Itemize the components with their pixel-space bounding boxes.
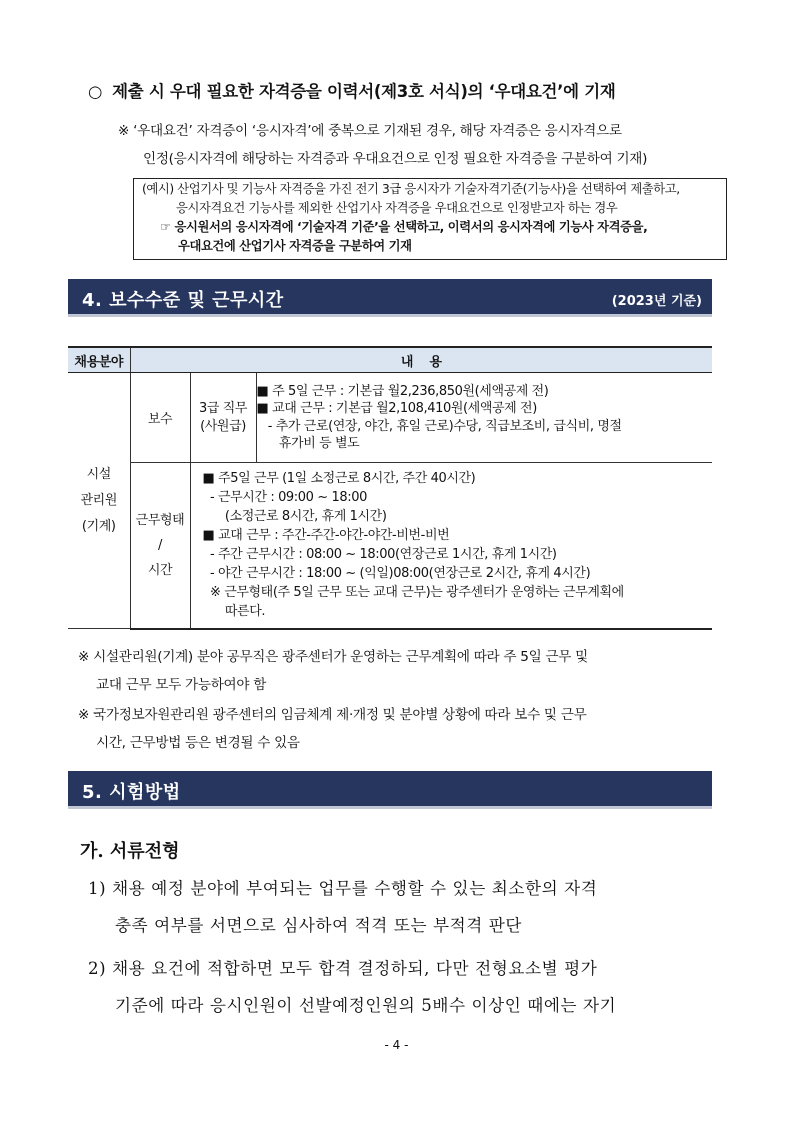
item-2-line-1: 2) 채용 요건에 적합하면 모두 합격 결정하되, 다만 전형요소별 평가 <box>88 959 598 978</box>
footnote-2-line-1: ※ 국가정보자원관리원 광주센터의 임금체계 제·개정 및 분야별 상황에 따라 보수 및 근무 <box>78 707 587 723</box>
work-line: ■ 교대 근무 : 주간-주간-야간-야간-비번-비번 <box>202 528 450 544</box>
work-label-cell <box>130 463 190 629</box>
item-1-line-1: 1) 채용 예정 분야에 부여되는 업무를 수행할 수 있는 최소한의 자격 <box>88 879 598 898</box>
example-box <box>133 178 727 260</box>
footnote-2-line-2: 시간, 근무방법 등은 변경될 수 있음 <box>96 735 300 751</box>
screening-heading: 가. 서류전형 <box>80 841 180 862</box>
grade-line-2: (사원급) <box>200 418 246 434</box>
example-line-3: ☞ 응시원서의 응시자격에 ‘기술자격 기준’을 선택하고, 이력서의 응시자격에 기능사 자격증을, <box>160 220 648 234</box>
screening-item-1 <box>88 870 597 944</box>
item-1-line-2: 충족 여부를 서면으로 심사하여 적격 또는 부적격 판단 <box>115 916 522 935</box>
work-line: - 주간 근무시간 : 08:00 ~ 18:00(연장근로 1시간, 휴게 1시간) <box>202 547 557 563</box>
footnote-1-line-1: ※ 시설관리원(기계) 분야 공무직은 광주센터가 운영하는 근무계획에 따라 주 5일 근무 및 <box>78 649 588 665</box>
work-label-line-1: 근무형태 <box>135 512 185 528</box>
grade-line-1: 3급 직무 <box>198 400 248 416</box>
footnote-2 <box>78 701 586 757</box>
section-4-header <box>68 279 712 317</box>
instruction-text: 제출 시 우대 필요한 자격증을 이력서(제3호 서식)의 ‘우대요건’에 기재 <box>112 82 616 101</box>
pay-details <box>256 373 712 463</box>
item-2-line-2: 기준에 따라 응시인원이 선발예정인원의 5배수 이상인 때에는 자기 <box>115 996 617 1015</box>
field-cell <box>68 373 130 629</box>
field-line-3: (기계) <box>81 518 116 534</box>
work-line: 따른다. <box>202 604 266 620</box>
example-line-4: 우대요건에 산업기사 자격증을 구분하여 기재 <box>178 239 412 253</box>
section-5-header <box>68 771 712 809</box>
note-line-2: 인정(응시자격에 해당하는 자격증과 우대요건으로 인정 필요한 자격증을 구분하여 기재) <box>143 151 648 167</box>
footnote-1 <box>78 643 588 699</box>
section-4-title: 4. 보수수준 및 근무시간 <box>82 290 284 311</box>
footnote-1-line-2: 교대 근무 모두 가능하여야 함 <box>96 677 267 693</box>
example-line-2: 응시자격요건 기능사를 제외한 산업기사 자격증을 우대요건으로 인정받고자 하는 경우 <box>176 201 618 215</box>
pay-line: - 추가 근로(연장, 야간, 휴일 근로)수당, 직급보조비, 급식비, 명절 <box>256 418 622 434</box>
work-line: ※ 근무형태(주 5일 근무 또는 교대 근무)는 광주센터가 운영하는 근무계획에 <box>202 585 624 601</box>
pay-line: ■ 교대 근무 : 기본급 월2,108,410원(세액공제 전) <box>256 401 537 416</box>
example-line-1: (예시) 산업기사 및 기능사 자격증을 가진 전기 3급 응시자가 기술자격기준(기능사)을 선택하여 제출하고, <box>142 182 680 196</box>
work-line: ■ 주5일 근무 (1일 소정근로 8시간, 주간 40시간) <box>202 471 476 487</box>
grade-cell <box>190 373 256 463</box>
section-5-title: 5. 시험방법 <box>82 782 181 803</box>
header-field: 채용분야 <box>68 347 130 373</box>
table-row <box>68 463 712 629</box>
section-4-basis: (2023년 기준) <box>611 294 702 309</box>
work-details <box>190 463 712 629</box>
circle-bullet-icon: ○ <box>88 82 103 101</box>
pay-line: ■ 주 5일 근무 : 기본급 월2,236,850원(세액공제 전) <box>256 383 549 399</box>
field-line-2: 관리원 <box>80 492 117 508</box>
work-label-line-2: / <box>158 537 162 553</box>
pay-label: 보수 <box>130 373 190 463</box>
work-line: (소정근로 8시간, 휴게 1시간) <box>202 509 387 525</box>
pay-line: 휴가비 등 별도 <box>256 436 360 451</box>
pay-table <box>68 346 712 630</box>
preferred-cert-instruction <box>88 78 616 102</box>
table-row <box>68 373 712 463</box>
work-line: - 야간 근무시간 : 18:00 ~ (익일)08:00(연장근로 2시간, 휴게 4시간) <box>202 566 591 582</box>
page-number: - 4 - <box>384 1038 409 1052</box>
table-header-row <box>68 347 712 373</box>
screening-item-2 <box>88 950 616 1024</box>
field-line-1: 시설 <box>86 466 111 482</box>
work-label-line-3: 시간 <box>147 562 173 578</box>
work-line: - 근무시간 : 09:00 ~ 18:00 <box>202 490 367 506</box>
header-content: 내 용 <box>130 347 712 373</box>
note-line-1: ※ ‘우대요건’ 자격증이 ‘응시자격’에 중복으로 기재된 경우, 해당 자격증은 응시자격으로 <box>118 123 622 139</box>
